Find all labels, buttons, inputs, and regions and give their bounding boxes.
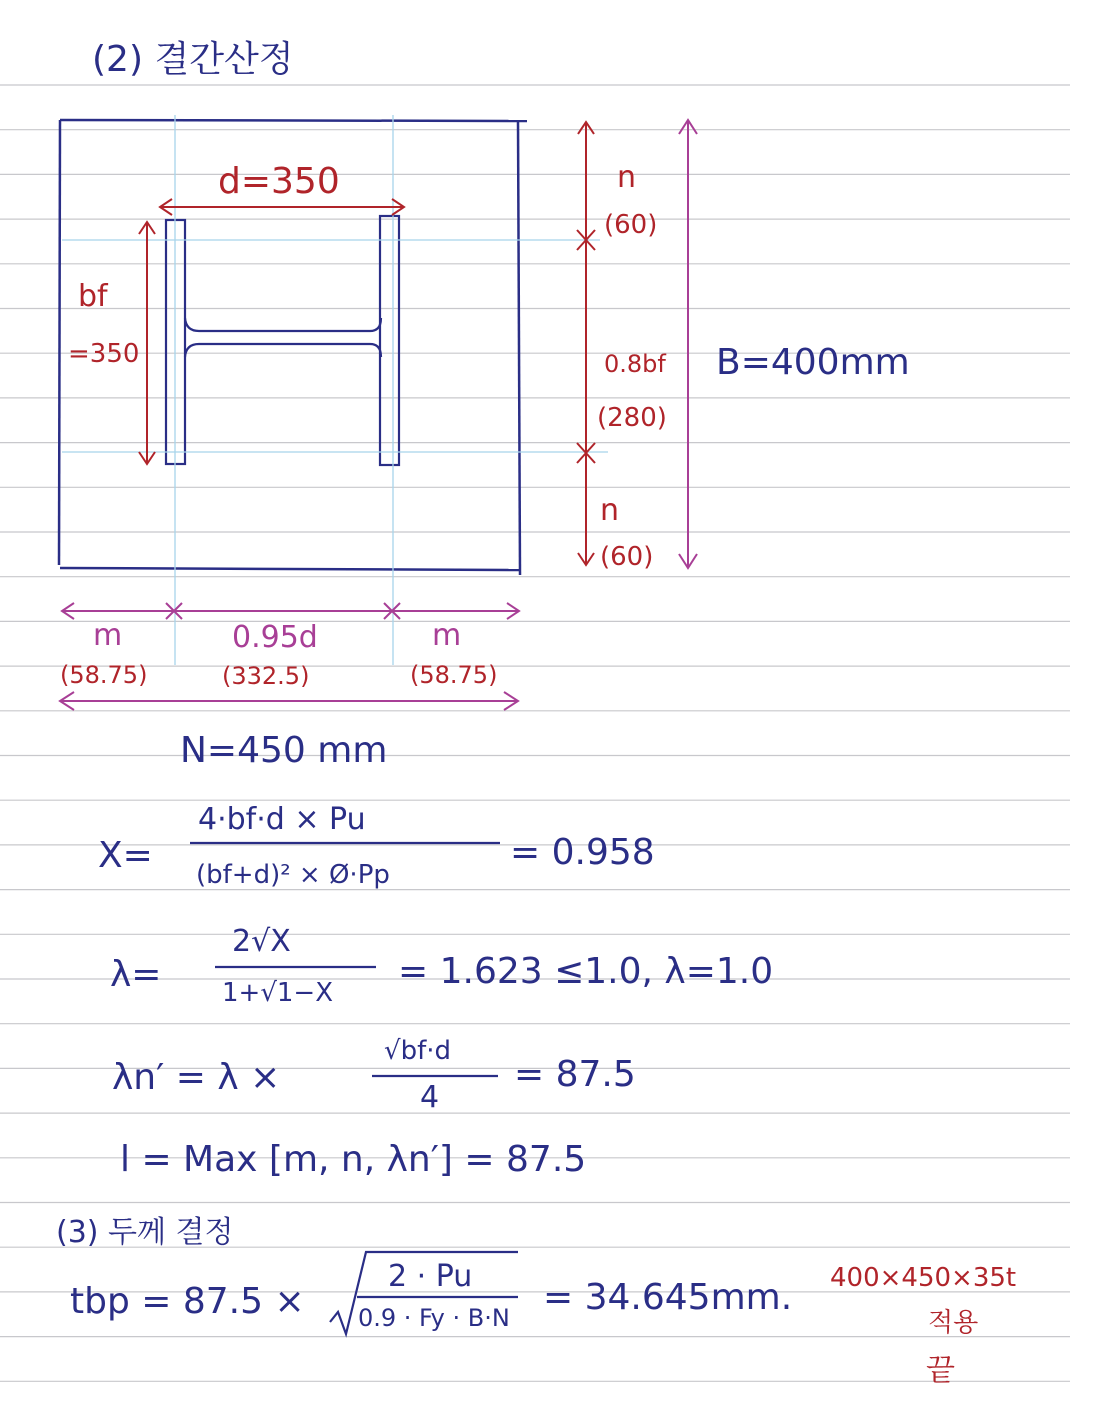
lambda-n-denominator: 4	[420, 1080, 440, 1115]
t-denominator: 0.9 · Fy · B·N	[358, 1304, 510, 1332]
x-denominator: (bf+d)² × Ø·Pp	[196, 860, 390, 890]
bottom-right-m-label: m	[432, 618, 462, 653]
bf-value: =350	[68, 339, 140, 369]
right-mid-value: (280)	[597, 403, 667, 433]
right-bot-n-value: (60)	[600, 542, 654, 572]
bottom-mid-value: (332.5)	[222, 662, 310, 690]
d-dimension-label: d=350	[218, 161, 340, 202]
lambda-lhs: λ=	[110, 954, 162, 995]
right-top-n-label: n	[617, 160, 637, 195]
lambda-numerator: 2√X	[232, 924, 291, 959]
bottom-mid-label: 0.95d	[232, 620, 318, 655]
t-numerator: 2 · Pu	[388, 1259, 473, 1294]
b-dimension-label: B=400mm	[716, 342, 910, 383]
bottom-right-m-value: (58.75)	[410, 661, 498, 689]
bf-label: bf	[78, 279, 108, 314]
l-equation: l = Max [m, n, λn′] = 87.5	[120, 1139, 587, 1180]
end-word: 끝	[926, 1353, 955, 1388]
x-lhs: X=	[98, 835, 153, 876]
bottom-left-m-value: (58.75)	[60, 661, 148, 689]
t-lhs: tbp = 87.5 ×	[70, 1281, 305, 1322]
ruled-lines	[0, 85, 1070, 1381]
lambda-result: = 1.623 ≤1.0, λ=1.0	[398, 951, 774, 992]
x-numerator: 4·bf·d × Pu	[198, 802, 366, 837]
section-3-title: (3) 두께 결정	[56, 1215, 234, 1250]
bottom-left-m-label: m	[93, 618, 123, 653]
right-bot-n-label: n	[600, 493, 620, 528]
t-result: = 34.645mm.	[543, 1277, 793, 1318]
h-section	[166, 216, 399, 465]
right-top-n-value: (60)	[604, 210, 658, 240]
section-2-title: (2) 결간산정	[92, 39, 294, 80]
lambda-n-lhs: λn′ = λ ×	[112, 1057, 281, 1098]
applied-size: 400×450×35t	[830, 1263, 1017, 1293]
x-result: = 0.958	[510, 832, 655, 873]
lambda-n-numerator: √bf·d	[384, 1036, 451, 1066]
lambda-n-result: = 87.5	[514, 1054, 636, 1095]
right-mid-label: 0.8bf	[604, 350, 666, 378]
applied-word: 적용	[928, 1308, 979, 1338]
lambda-denominator: 1+√1−X	[222, 978, 334, 1008]
n-dimension-label: N=450 mm	[180, 730, 388, 771]
